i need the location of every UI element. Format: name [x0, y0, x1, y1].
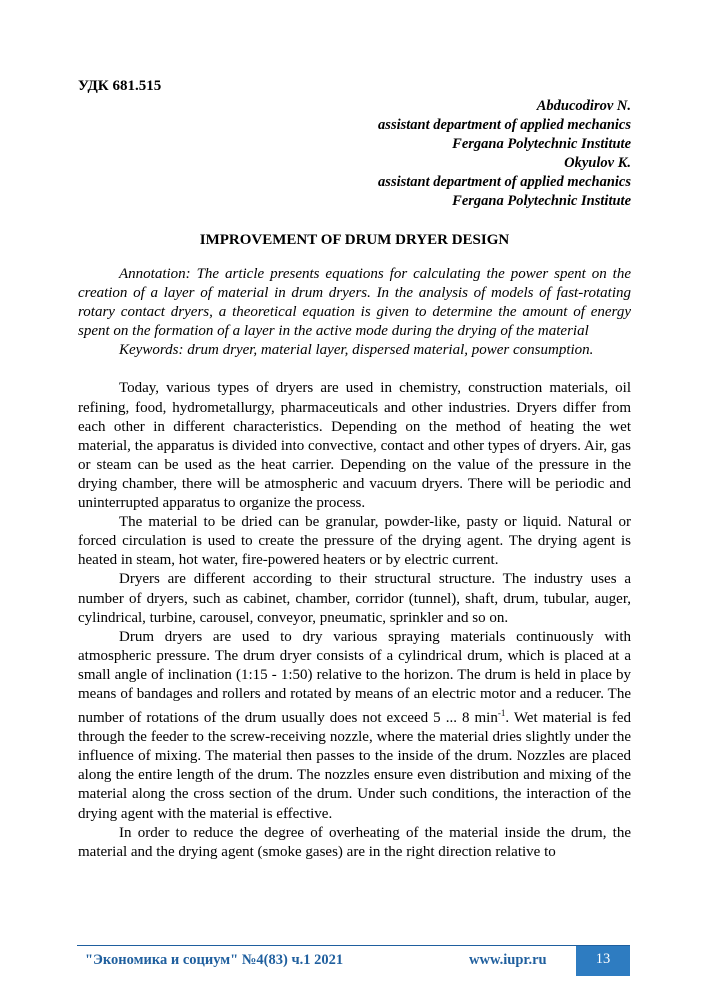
annotation: Annotation: The article presents equations for calculating the power spent on the creation of a layer of material in drum dryers. In the analysis of models of fast-rotating rotary contact dryers, a theoretical equation is given to determine the amount of energy spent on the formation of a layer in the active mode during the drying of the material	[78, 266, 631, 340]
spacer	[78, 360, 631, 379]
paragraph: Today, various types of dryers are used in chemistry, construction materials, oil refining, food, hydrometallurgy, pharmaceuticals and other industries. Dryers differ from each other in different characteristics. Depending on the method of heating the wet material, the apparatus is divided into convective, contact and other types of dryers. Air, gas or steam can be used as the heat carrier. Depending on the value of the pressure in the drying chamber, there will be atmospheric and vacuum dryers. There will be periodic and uninterrupted apparatus to organize the process.	[78, 380, 631, 512]
article-title: IMPROVEMENT OF DRUM DRYER DESIGN	[199, 232, 510, 248]
keywords: Keywords: drum dryer, material layer, dispersed material, power consumption.	[119, 342, 594, 359]
paragraph-text: . Wet material is fed through the feeder to the screw-receiving nozzle, where the material dries slightly under the influence of mixing. The material then passes to the inside of the drum. Nozzles are placed along the entire length of the drum. The nozzles ensure even distribution and mixing of the material along the cross section of the drum. Under such conditions, the interaction of the drying agent with the material is effective.	[78, 710, 632, 822]
authors-block	[378, 97, 631, 211]
paragraph: Dryers are different according to their structural structure. The industry uses a number of dryers, such as cabinet, chamber, corridor (tunnel), shaft, drum, tubular, auger, cylindrical, turbine, carousel, conveyor, pneumatic, sprinkler and so on.	[78, 571, 631, 626]
article-body	[78, 265, 631, 862]
website-link[interactable]: www.iupr.ru	[469, 952, 547, 968]
paragraph: In order to reduce the degree of overheating of the material inside the drum, the material and the drying agent (smoke gases) are in the right direction relative to	[78, 824, 631, 860]
paragraph-text: Drum dryers are used to dry various spraying materials continuously with atmospheric pressure. The drum dryer consists of a cylindrical drum, which is placed at a small angle of inclination (1:15 - 1:50) relative to the horizon. The drum is held in place by means of bandages and rollers and rotated by means of an electric motor and a reducer. The number of rotations of the drum usually does not exceed 5 ... 8 min	[78, 628, 631, 727]
author-name: Abducodirov N.	[536, 98, 631, 114]
author-name: Okyulov K.	[564, 155, 631, 171]
superscript: -1	[497, 708, 506, 719]
paragraph: The material to be dried can be granular, powder-like, pasty or liquid. Natural or forced circulation is used to create the pressure of the drying agent. The drying agent is heated in steam, hot water, fire-powered heaters or by electric current.	[78, 514, 631, 569]
udc-code: УДК 681.515	[78, 78, 162, 94]
paragraph-drum-dryers	[78, 628, 631, 824]
page-footer	[77, 945, 630, 976]
author-position: assistant department of applied mechanics	[378, 174, 631, 190]
page-number: 13	[576, 946, 630, 976]
author-affiliation: Fergana Polytechnic Institute	[452, 193, 631, 209]
author-position: assistant department of applied mechanics	[378, 117, 631, 133]
journal-name: "Экономика и социум" №4(83) ч.1 2021	[85, 952, 344, 968]
author-affiliation: Fergana Polytechnic Institute	[452, 136, 631, 152]
